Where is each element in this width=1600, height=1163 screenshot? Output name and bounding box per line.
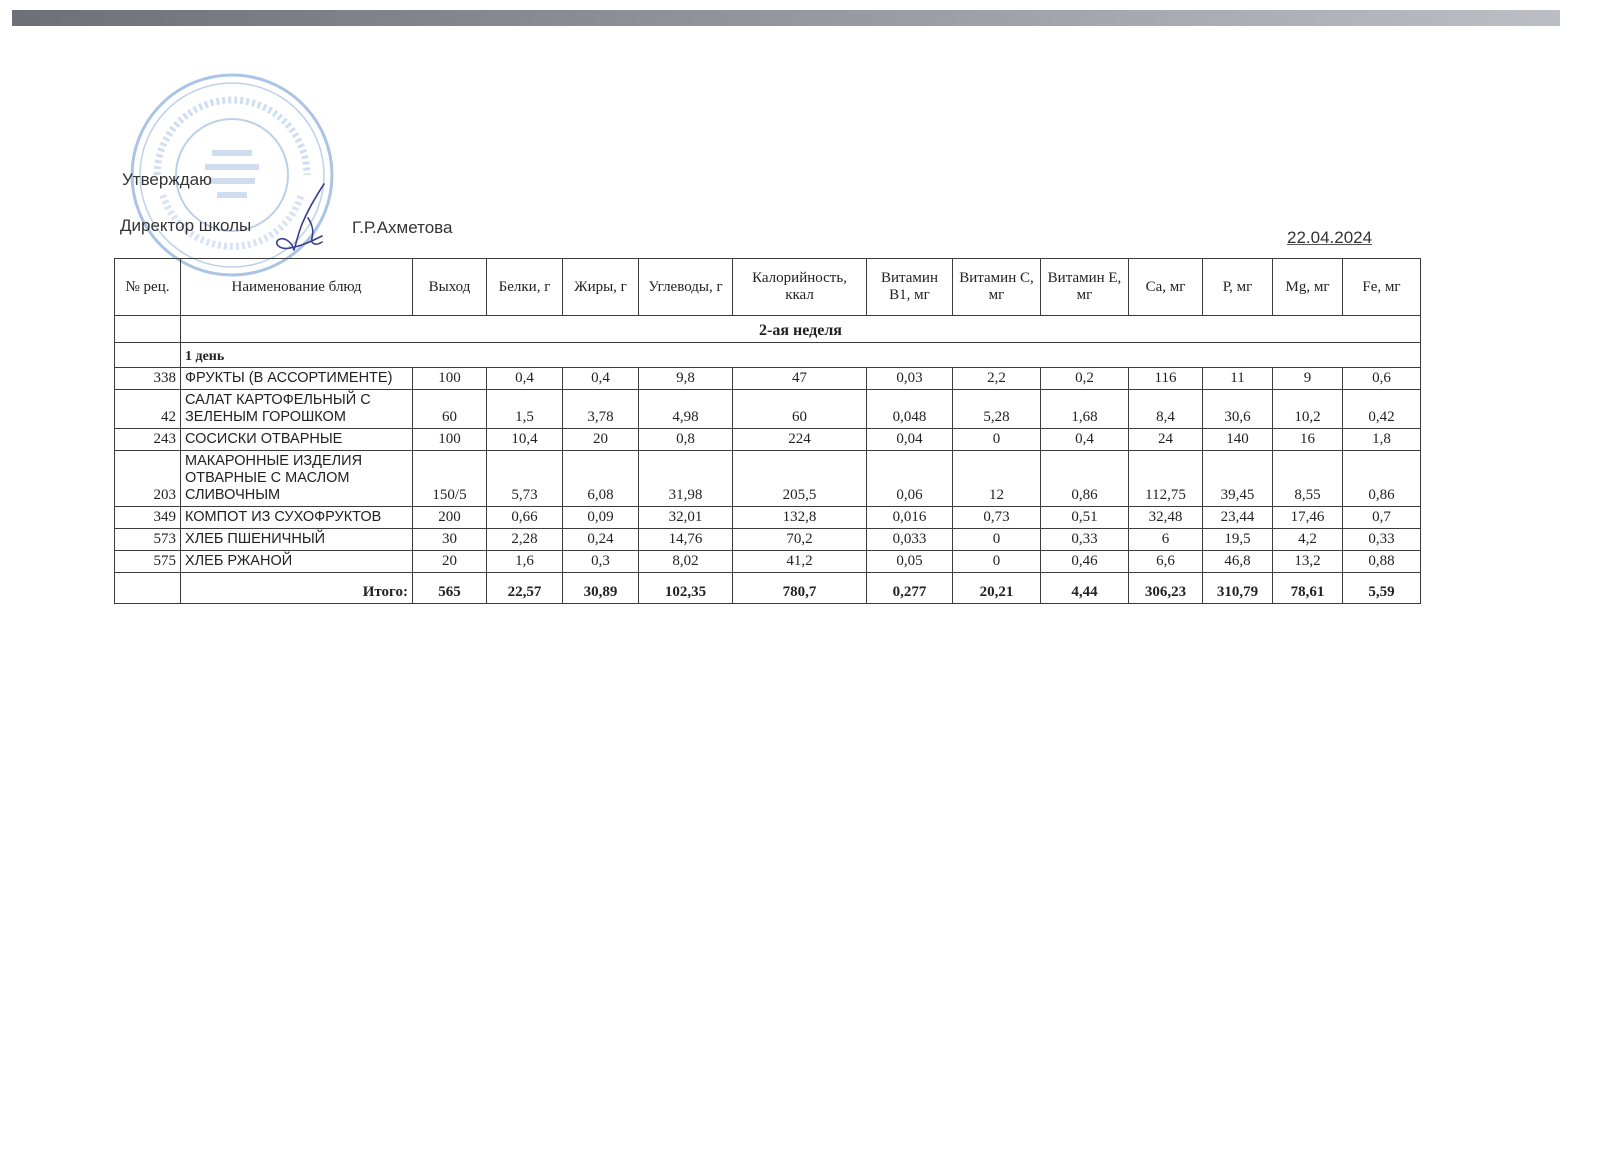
value-cell: 3,78: [563, 390, 639, 429]
recipe-number: 349: [115, 507, 181, 529]
value-cell: 112,75: [1129, 451, 1203, 507]
value-cell: 0: [953, 529, 1041, 551]
value-cell: 10,4: [487, 429, 563, 451]
value-cell: 0: [953, 551, 1041, 573]
table-row: [115, 368, 1421, 390]
value-cell: 0,46: [1041, 551, 1129, 573]
value-cell: 100: [413, 429, 487, 451]
value-cell: 6,08: [563, 451, 639, 507]
value-cell: 9,8: [639, 368, 733, 390]
dish-name: КОМПОТ ИЗ СУХОФРУКТОВ: [181, 507, 413, 529]
total-cell: 22,57: [487, 573, 563, 604]
value-cell: 100: [413, 368, 487, 390]
value-cell: 0,88: [1343, 551, 1421, 573]
value-cell: 1,8: [1343, 429, 1421, 451]
value-cell: 12: [953, 451, 1041, 507]
column-header: Витамин В1, мг: [867, 259, 953, 316]
column-header: Р, мг: [1203, 259, 1273, 316]
recipe-number: 42: [115, 390, 181, 429]
column-header: № рец.: [115, 259, 181, 316]
value-cell: 30: [413, 529, 487, 551]
total-cell: 310,79: [1203, 573, 1273, 604]
day-row: [115, 343, 1421, 368]
column-header: Fe, мг: [1343, 259, 1421, 316]
week-label: 2-ая неделя: [181, 316, 1421, 343]
value-cell: 47: [733, 368, 867, 390]
dish-name: МАКАРОННЫЕ ИЗДЕЛИЯ ОТВАРНЫЕ С МАСЛОМ СЛИВОЧНЫМ: [181, 451, 413, 507]
value-cell: 8,4: [1129, 390, 1203, 429]
value-cell: 132,8: [733, 507, 867, 529]
value-cell: 0,42: [1343, 390, 1421, 429]
value-cell: 24: [1129, 429, 1203, 451]
director-title: Директор школы: [120, 216, 252, 235]
table-row: [115, 529, 1421, 551]
value-cell: 116: [1129, 368, 1203, 390]
dish-name: ХЛЕБ РЖАНОЙ: [181, 551, 413, 573]
director-name: Г.Р.Ахметова: [352, 218, 453, 237]
column-header: Mg, мг: [1273, 259, 1343, 316]
table-row: [115, 390, 1421, 429]
value-cell: 2,28: [487, 529, 563, 551]
recipe-number: 573: [115, 529, 181, 551]
value-cell: 0,4: [563, 368, 639, 390]
total-cell: 102,35: [639, 573, 733, 604]
column-header: Углеводы, г: [639, 259, 733, 316]
table-row: [115, 507, 1421, 529]
table-row: [115, 451, 1421, 507]
value-cell: 0,86: [1343, 451, 1421, 507]
value-cell: 0,8: [639, 429, 733, 451]
value-cell: 32,48: [1129, 507, 1203, 529]
value-cell: 0,73: [953, 507, 1041, 529]
table-row: [115, 429, 1421, 451]
total-cell: 5,59: [1343, 573, 1421, 604]
value-cell: 41,2: [733, 551, 867, 573]
value-cell: 60: [413, 390, 487, 429]
total-cell: 4,44: [1041, 573, 1129, 604]
value-cell: 140: [1203, 429, 1273, 451]
value-cell: 16: [1273, 429, 1343, 451]
value-cell: 0,33: [1343, 529, 1421, 551]
value-cell: 2,2: [953, 368, 1041, 390]
value-cell: 150/5: [413, 451, 487, 507]
value-cell: 23,44: [1203, 507, 1273, 529]
recipe-number: 203: [115, 451, 181, 507]
value-cell: 6,6: [1129, 551, 1203, 573]
value-cell: 0,016: [867, 507, 953, 529]
value-cell: 0,51: [1041, 507, 1129, 529]
total-cell: 780,7: [733, 573, 867, 604]
column-header: Выход: [413, 259, 487, 316]
value-cell: 32,01: [639, 507, 733, 529]
scan-top-edge: [12, 10, 1560, 26]
dish-name: СОСИСКИ ОТВАРНЫЕ: [181, 429, 413, 451]
value-cell: 9: [1273, 368, 1343, 390]
table-header-row: [115, 259, 1421, 316]
value-cell: 1,68: [1041, 390, 1129, 429]
value-cell: 10,2: [1273, 390, 1343, 429]
value-cell: 14,76: [639, 529, 733, 551]
value-cell: 31,98: [639, 451, 733, 507]
value-cell: 4,2: [1273, 529, 1343, 551]
recipe-number: 338: [115, 368, 181, 390]
value-cell: 0,6: [1343, 368, 1421, 390]
value-cell: 0,3: [563, 551, 639, 573]
menu-table: [114, 258, 1421, 604]
approval-label: Утверждаю: [122, 170, 212, 189]
value-cell: 200: [413, 507, 487, 529]
value-cell: 0,7: [1343, 507, 1421, 529]
value-cell: 0,33: [1041, 529, 1129, 551]
value-cell: 11: [1203, 368, 1273, 390]
value-cell: 30,6: [1203, 390, 1273, 429]
value-cell: 0,05: [867, 551, 953, 573]
value-cell: 0,048: [867, 390, 953, 429]
total-cell: 0,277: [867, 573, 953, 604]
column-header: Витамин С, мг: [953, 259, 1041, 316]
total-cell: 565: [413, 573, 487, 604]
value-cell: 0,04: [867, 429, 953, 451]
value-cell: 46,8: [1203, 551, 1273, 573]
total-cell: 30,89: [563, 573, 639, 604]
dish-name: ХЛЕБ ПШЕНИЧНЫЙ: [181, 529, 413, 551]
value-cell: 5,28: [953, 390, 1041, 429]
value-cell: 70,2: [733, 529, 867, 551]
value-cell: 0,033: [867, 529, 953, 551]
value-cell: 6: [1129, 529, 1203, 551]
value-cell: 205,5: [733, 451, 867, 507]
column-header: Жиры, г: [563, 259, 639, 316]
value-cell: 0,09: [563, 507, 639, 529]
value-cell: 17,46: [1273, 507, 1343, 529]
value-cell: 0,4: [487, 368, 563, 390]
total-row: [115, 573, 1421, 604]
value-cell: 19,5: [1203, 529, 1273, 551]
value-cell: 0,06: [867, 451, 953, 507]
value-cell: 4,98: [639, 390, 733, 429]
value-cell: 224: [733, 429, 867, 451]
table-row: [115, 551, 1421, 573]
value-cell: 60: [733, 390, 867, 429]
column-header: Белки, г: [487, 259, 563, 316]
value-cell: 0,2: [1041, 368, 1129, 390]
value-cell: 20: [413, 551, 487, 573]
value-cell: 5,73: [487, 451, 563, 507]
recipe-number: 243: [115, 429, 181, 451]
value-cell: 13,2: [1273, 551, 1343, 573]
value-cell: 8,02: [639, 551, 733, 573]
column-header: Витамин Е, мг: [1041, 259, 1129, 316]
value-cell: 39,45: [1203, 451, 1273, 507]
column-header: Калорийность, ккал: [733, 259, 867, 316]
total-cell: 78,61: [1273, 573, 1343, 604]
value-cell: 1,5: [487, 390, 563, 429]
document-date: 22.04.2024: [1287, 228, 1373, 247]
value-cell: 0: [953, 429, 1041, 451]
total-cell: 20,21: [953, 573, 1041, 604]
value-cell: 8,55: [1273, 451, 1343, 507]
column-header: Са, мг: [1129, 259, 1203, 316]
value-cell: 1,6: [487, 551, 563, 573]
column-header: Наименование блюд: [181, 259, 413, 316]
value-cell: 0,66: [487, 507, 563, 529]
total-cell: 306,23: [1129, 573, 1203, 604]
day-label: 1 день: [181, 343, 1421, 368]
value-cell: 0,86: [1041, 451, 1129, 507]
value-cell: 20: [563, 429, 639, 451]
total-label: Итого:: [181, 573, 413, 604]
dish-name: САЛАТ КАРТОФЕЛЬНЫЙ С ЗЕЛЕНЫМ ГОРОШКОМ: [181, 390, 413, 429]
dish-name: ФРУКТЫ (В АССОРТИМЕНТЕ): [181, 368, 413, 390]
recipe-number: 575: [115, 551, 181, 573]
week-row: [115, 316, 1421, 343]
value-cell: 0,4: [1041, 429, 1129, 451]
director-signature: [272, 180, 338, 256]
value-cell: 0,03: [867, 368, 953, 390]
value-cell: 0,24: [563, 529, 639, 551]
